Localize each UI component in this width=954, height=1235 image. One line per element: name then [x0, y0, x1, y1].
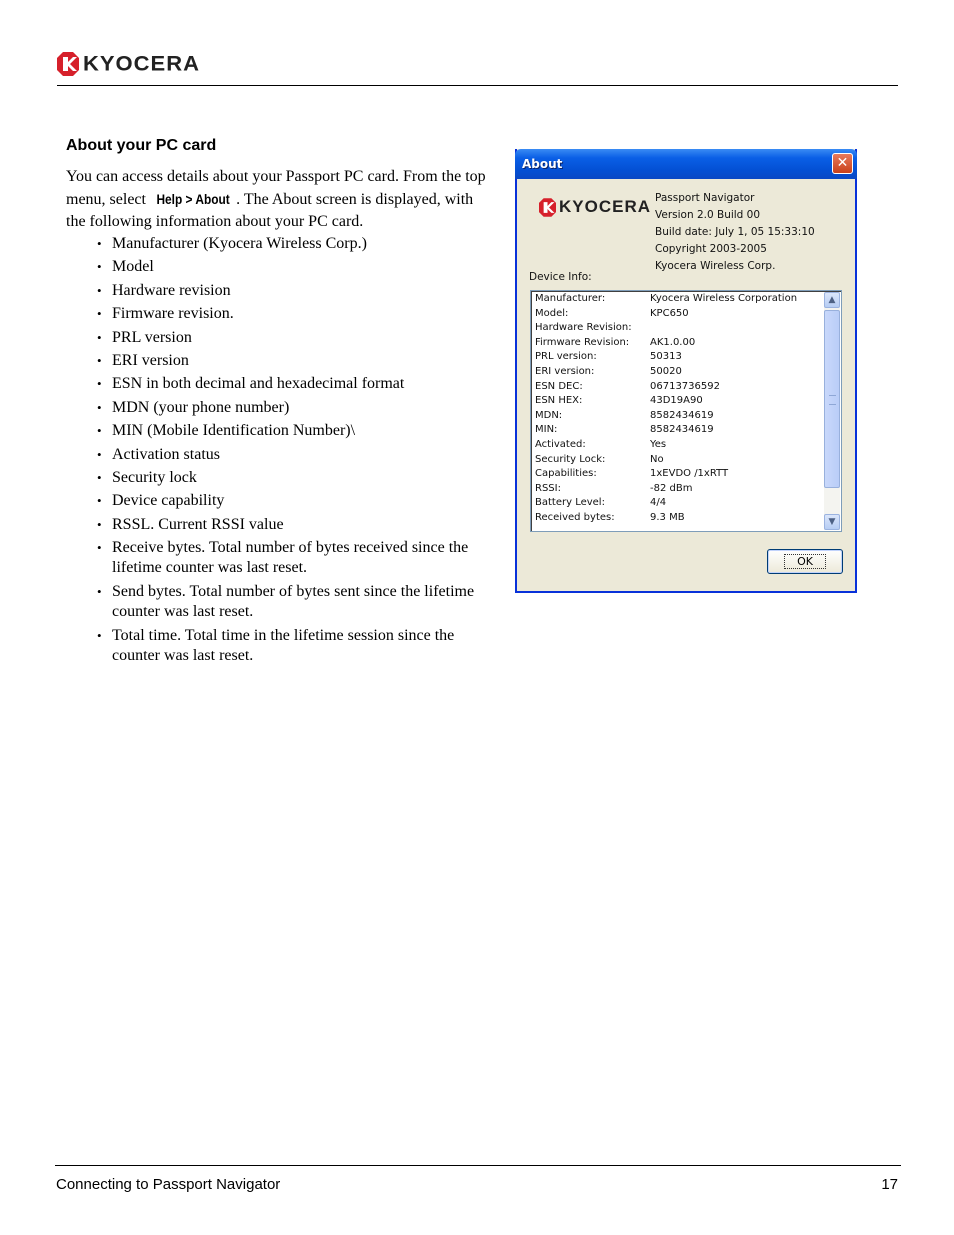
- bullet-item: • MIN (Mobile Identification Number)\: [97, 421, 497, 441]
- device-info-listbox[interactable]: [530, 290, 842, 532]
- bullet-item: • Activation status: [97, 445, 497, 465]
- device-info-key: Model:: [535, 307, 569, 319]
- device-info-key: RSSI:: [535, 482, 561, 494]
- bullet-item: • Total time. Total time in the lifetime session since the counter was last reset.: [97, 626, 497, 666]
- bullet-item: • Hardware revision: [97, 281, 497, 301]
- device-info-value: 8582434619: [650, 409, 714, 421]
- ok-label: OK: [785, 555, 825, 568]
- device-info-key: ESN DEC:: [535, 380, 583, 392]
- footer-rule: [55, 1165, 901, 1166]
- intro-paragraph: [66, 166, 496, 233]
- section-heading: About your PC card: [66, 137, 217, 154]
- dialog-titlebar[interactable]: [515, 149, 857, 179]
- bullet-item: • Model: [97, 257, 497, 277]
- device-info-row: [535, 483, 825, 498]
- device-info-value: 8582434619: [650, 424, 714, 436]
- device-info-key: Battery Level:: [535, 497, 605, 509]
- device-info-key: Security Lock:: [535, 453, 606, 465]
- scroll-down-button[interactable]: [824, 514, 840, 530]
- bullet-item: • Firmware revision.: [97, 304, 497, 324]
- device-info-key: ESN HEX:: [535, 395, 583, 407]
- bullet-item: • MDN (your phone number): [97, 398, 497, 418]
- device-info-row: [535, 366, 825, 381]
- device-info-value: 50020: [650, 365, 682, 377]
- device-info-key: MIN:: [535, 424, 558, 436]
- device-info-key: Firmware Revision:: [535, 336, 630, 348]
- dialog-kyocera-logo: [539, 197, 651, 217]
- device-info-value: 1xEVDO /1xRTT: [650, 468, 729, 480]
- device-info-value: 06713736592: [650, 380, 720, 392]
- bullet-item: • Device capability: [97, 491, 497, 511]
- device-info-value: No: [650, 453, 664, 465]
- device-info-row: [535, 322, 825, 337]
- about-dialog: [515, 149, 857, 593]
- build-date-line: Build date: July 1, 05 15:33:10: [655, 226, 815, 238]
- device-info-row: [535, 410, 825, 425]
- device-info-value: -82 dBm: [650, 482, 693, 494]
- device-info-value: Kyocera Wireless Corporation: [650, 293, 798, 304]
- grip-icon: [829, 395, 836, 405]
- device-info-label: Device Info:: [529, 271, 592, 283]
- chevron-up-icon: ▲: [828, 295, 836, 305]
- kyocera-logo-mark-icon: [57, 52, 79, 76]
- device-info-key: Manufacturer:: [535, 293, 606, 304]
- device-info-key: Received bytes:: [535, 511, 615, 523]
- device-info-value: 9.3 MB: [650, 511, 685, 523]
- device-info-row: [535, 381, 825, 396]
- device-info-row: [535, 395, 825, 410]
- close-icon: ✕: [836, 155, 849, 171]
- intro-text-part1: You can access details about your Passport PC card. From the top menu, select: [66, 168, 486, 208]
- device-info-row: [535, 468, 825, 483]
- kyocera-logo: [57, 51, 200, 77]
- bullet-item: • ESN in both decimal and hexadecimal format: [97, 374, 497, 394]
- version-line: Version 2.0 Build 00: [655, 209, 761, 221]
- device-info-key: Capabilities:: [535, 468, 597, 480]
- info-bullet-list: [97, 234, 497, 670]
- device-info-row: [535, 497, 825, 512]
- bullet-item: • Manufacturer (Kyocera Wireless Corp.): [97, 234, 497, 254]
- bullet-item: • PRL version: [97, 328, 497, 348]
- footer-chapter-title: Connecting to Passport Navigator: [56, 1176, 281, 1193]
- company-line: Kyocera Wireless Corp.: [655, 260, 776, 272]
- page-number: 17: [881, 1176, 898, 1193]
- bullet-item: • ERI version: [97, 351, 497, 371]
- device-info-row: [535, 454, 825, 469]
- device-info-value: AK1.0.00: [650, 336, 696, 348]
- listbox-scrollbar[interactable]: [824, 292, 840, 530]
- intro-text-part2: . The About screen is displayed, with the following information about your PC card.: [66, 191, 474, 230]
- close-button[interactable]: [832, 153, 853, 174]
- scroll-up-button[interactable]: [824, 292, 840, 308]
- device-info-row: [535, 439, 825, 454]
- device-info-value: KPC650: [650, 307, 689, 319]
- device-info-key: ERI version:: [535, 365, 595, 377]
- product-name: Passport Navigator: [655, 192, 755, 204]
- kyocera-logo-text: KYOCERA: [83, 51, 201, 76]
- device-info-key: Hardware Revision:: [535, 322, 632, 334]
- dialog-title: About: [522, 157, 563, 171]
- about-info-block: [655, 190, 815, 275]
- kyocera-logo-mark-icon: [539, 198, 556, 217]
- device-info-key: PRL version:: [535, 351, 597, 363]
- device-info-rows: [535, 293, 825, 527]
- bullet-item: • Security lock: [97, 468, 497, 488]
- menu-path: Help > About: [156, 191, 230, 207]
- device-info-value: 43D19A90: [650, 395, 703, 407]
- device-info-row: [535, 337, 825, 352]
- device-info-key: MDN:: [535, 409, 563, 421]
- device-info-row: [535, 512, 825, 527]
- bullet-item: • Receive bytes. Total number of bytes received since the lifetime counter was last reset.: [97, 538, 497, 578]
- device-info-value: Yes: [650, 438, 667, 450]
- chevron-down-icon: ▼: [828, 517, 836, 527]
- bullet-item: • Send bytes. Total number of bytes sent since the lifetime counter was last reset.: [97, 582, 497, 622]
- device-info-value: 4/4: [650, 497, 667, 509]
- device-info-key: Activated:: [535, 438, 586, 450]
- device-info-value: 50313: [650, 351, 682, 363]
- ok-button[interactable]: [767, 549, 843, 574]
- bullet-item: • RSSL. Current RSSI value: [97, 515, 497, 535]
- dialog-logo-text: KYOCERA: [559, 197, 652, 216]
- device-info-row: [535, 293, 825, 308]
- device-info-row: [535, 308, 825, 323]
- device-info-row: [535, 351, 825, 366]
- header-rule: [57, 85, 898, 86]
- copyright-line: Copyright 2003-2005: [655, 243, 767, 255]
- device-info-row: [535, 424, 825, 439]
- scroll-thumb[interactable]: [824, 310, 840, 488]
